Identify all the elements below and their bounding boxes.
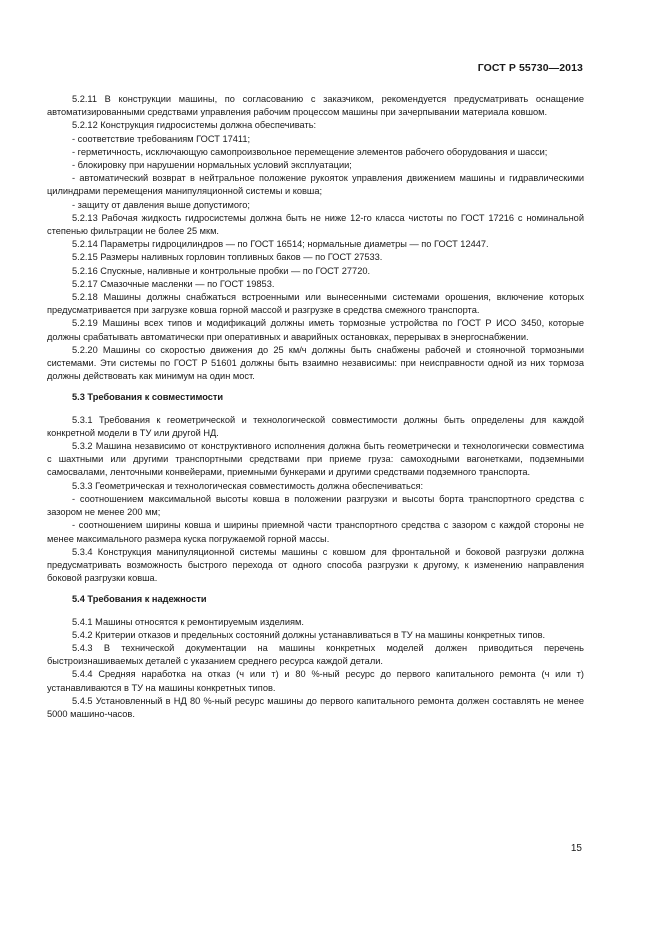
clause-5-3-1: 5.3.1 Требования к геометрической и технологической совместимости должны быть определены для каждой конкретной модели в ТУ или другой НД. [47,414,584,438]
list-item: - защиту от давления выше допустимого; [72,199,250,210]
clause-5-2-19: 5.2.19 Машины всех типов и модификаций должны иметь тормозные устройства по ГОСТ Р ИСО 3450, которые должны срабатывать автоматически при оперативных и аварийных остановках, перерывах в энергоснабжении. [47,318,584,342]
clause-5-2-16: 5.2.16 Спускные, наливные и контрольные пробки — по ГОСТ 27720. [72,265,371,276]
clause-5-2-11: 5.2.11 В конструкции машины, по согласованию с заказчиком, рекомендуется предусматривать оснащение автоматизированными средствами управления рабочим процессом машины при зачерпывании материала ковшом. [47,94,584,118]
clause-5-4-1: 5.4.1 Машины относятся к ремонтируемым изделиям. [72,616,304,627]
section-heading-5-3: 5.3 Требования к совместимости [72,392,224,403]
clause-5-4-2: 5.4.2 Критерии отказов и предельных состояний должны устанавливаться в ТУ на машины конкретных типов. [72,629,546,640]
clause-5-2-14: 5.2.14 Параметры гидроцилиндров — по ГОСТ 16514; нормальные диаметры — по ГОСТ 12447. [72,239,489,250]
list-item: - соотношением максимальной высоты ковша в положении разгрузки и высоты борта транспортного средства с зазором не менее 200 мм; [47,493,584,518]
section-heading-5-4: 5.4 Требования к надежности [72,594,207,605]
clause-5-2-18: 5.2.18 Машины должны снабжаться встроенными или вынесенными системами орошения, включение которых предусматривается при загрузке ковша горной массой и разгрузке в средства смежного транспорта. [47,292,584,316]
document-id-header: ГОСТ Р 55730—2013 [477,62,583,74]
list-item: - блокировку при нарушении нормальных условий эксплуатации; [72,160,352,171]
clause-5-2-17: 5.2.17 Смазочные масленки — по ГОСТ 19853. [72,278,275,289]
clause-5-3-2: 5.3.2 Машина независимо от конструктивного исполнения должна быть геометрически и технологически совместима с шахтными или другими транспортными средствами при приеме груза: самоходными вагонетками, подземными самосвалами, ленточными конвейерами, приемными бункерами и другими средствами подземного транспорта. [47,441,584,478]
clause-5-3-4: 5.3.4 Конструкция манипуляционной системы машины с ковшом для фронтальной и боковой разгрузки должна предусматривать возможность быстрого перехода от одного способа разгрузки к другому, к изменению направления боковой разгрузки ковша. [47,546,584,584]
clause-5-2-12: 5.2.12 Конструкция гидросистемы должна обеспечивать: [72,120,317,131]
clause-5-4-3: 5.4.3 В технической документации на машины конкретных моделей должен приводиться перечень быстроизнашиваемых деталей с указанием среднего ресурса каждой детали. [47,642,584,667]
clause-5-2-13: 5.2.13 Рабочая жидкость гидросистемы должна быть не ниже 12-го класса чистоты по ГОСТ 17216 с номинальной степенью фильтрации не более 25 мкм. [47,212,584,237]
list-item: - соответствие требованиям ГОСТ 17411; [72,133,251,144]
clause-5-4-4: 5.4.4 Средняя наработка на отказ (ч или т) и 80 %-ный ресурс до первого капитального ремонта (ч или т) устанавливаются в ТУ на машины конкретных типов. [47,669,584,693]
list-item: - соотношением ширины ковша и ширины приемной части транспортного средства с зазором с каждой стороны не менее максимального размера куска погружаемой горной массы. [47,520,584,544]
clause-5-2-15: 5.2.15 Размеры наливных горловин топливных баков — по ГОСТ 27533. [72,252,383,263]
clause-5-4-5: 5.4.5 Установленный в НД 80 %-ный ресурс машины до первого капитального ремонта должен составлять не менее 5000 машино-часов. [47,695,584,719]
list-item: - автоматический возврат в нейтральное положение рукояток управления движением машины и гидравлическими цилиндрами перемещения манипуляционной системы и ковша; [47,173,584,197]
document-body [47,93,584,721]
list-item: - герметичность, исключающую самопроизвольное перемещение элементов рабочего оборудования и шасси; [72,146,548,157]
clause-5-3-3: 5.3.3 Геометрическая и технологическая совместимость должна обеспечиваться: [72,480,424,491]
page-number: 15 [570,843,582,854]
clause-5-2-20: 5.2.20 Машины со скоростью движения до 25 км/ч должны быть снабжены рабочей и стояночной тормозными системами. Эти системы по ГОСТ Р 51601 должны быть взаимно независимы: при неисправности одной из них тормоза должны действовать как минимум на один мост. [47,344,584,382]
